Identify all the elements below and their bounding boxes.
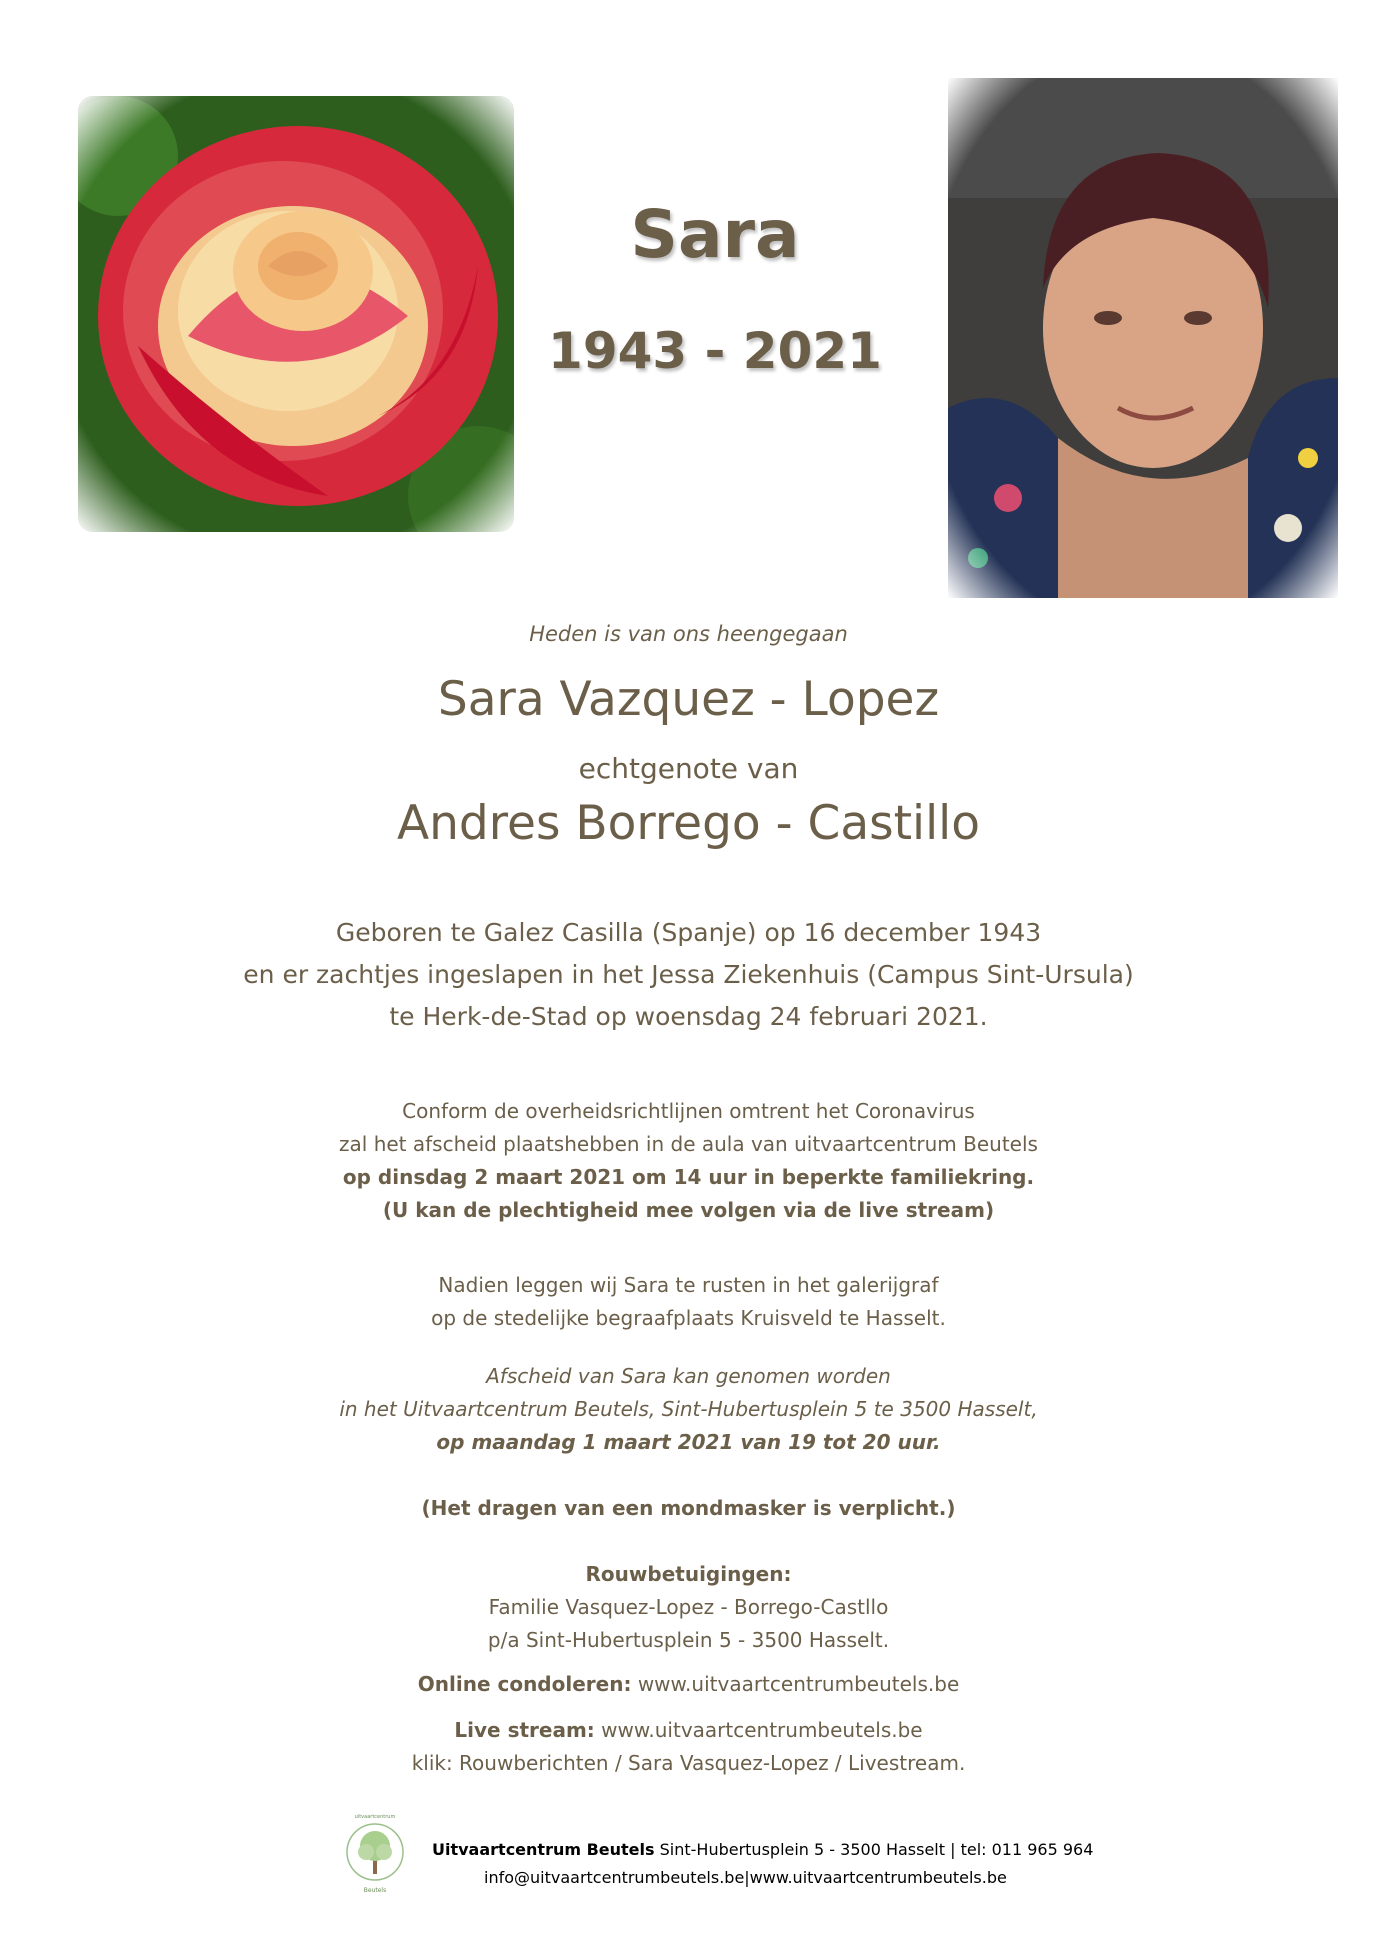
- intro-text: Heden is van ons heengegaan: [529, 622, 848, 646]
- funeral-line-2: zal het afscheid plaatshebben in de aula van uitvaartcentrum Beutels: [339, 1132, 1038, 1156]
- footer-address-line: [432, 1840, 1093, 1859]
- logo-bottom-text: Beutels: [363, 1887, 387, 1894]
- burial-block: [0, 1269, 1377, 1335]
- funeral-line-1: Conform de overheidsrichtlijnen omtrent het Coronavirus: [402, 1099, 975, 1123]
- live-stream-path: klik: Rouwberichten / Sara Vasquez-Lopez / Livestream.: [411, 1751, 966, 1775]
- online-condolences-link[interactable]: www.uitvaartcentrumbeutels.be: [637, 1672, 960, 1696]
- live-stream-label: Live stream:: [454, 1718, 595, 1742]
- live-stream-block: [0, 1714, 1377, 1780]
- beutels-logo: [344, 1810, 406, 1896]
- spouse-label: echtgenote van: [578, 752, 799, 785]
- condolences-address: p/a Sint-Hubertusplein 5 - 3500 Hasselt.: [487, 1628, 890, 1652]
- visitation-block: [0, 1360, 1377, 1459]
- rose-image: [78, 96, 514, 532]
- funeral-date-line: op dinsdag 2 maart 2021 om 14 uur in beperkte familiekring.: [342, 1165, 1035, 1189]
- condolences-block: [0, 1558, 1377, 1657]
- burial-line-1: Nadien leggen wij Sara te rusten in het galerijgraf: [438, 1273, 939, 1297]
- birth-death-block: [0, 912, 1377, 1038]
- header-first-name: Sara: [630, 196, 800, 273]
- footer-company: Uitvaartcentrum Beutels: [432, 1840, 655, 1859]
- visitation-line-2: in het Uitvaartcentrum Beutels, Sint-Hubertusplein 5 te 3500 Hasselt,: [339, 1397, 1038, 1421]
- online-label-prefix: Online: [417, 1672, 498, 1696]
- death-line: en er zachtjes ingeslapen in het Jessa Ziekenhuis (Campus Sint-Ursula): [243, 960, 1134, 989]
- spouse-name: Andres Borrego - Castillo: [396, 796, 980, 851]
- visitation-line-1: Afscheid van Sara kan genomen worden: [486, 1364, 891, 1388]
- funeral-block: [0, 1095, 1377, 1227]
- footer-address: Sint-Hubertusplein 5 - 3500 Hasselt | tel: 011 965 964: [654, 1840, 1094, 1859]
- logo-top-text: uitvaartcentrum: [354, 1814, 396, 1820]
- portrait-image: [948, 78, 1338, 598]
- funeral-stream-line: (U kan de plechtigheid mee volgen via de live stream): [382, 1198, 995, 1222]
- birth-line: Geboren te Galez Casilla (Spanje) op 16 december 1943: [335, 918, 1042, 947]
- burial-line-2: op de stedelijke begraafplaats Kruisveld te Hasselt.: [431, 1306, 946, 1330]
- header-years: 1943 - 2021: [548, 322, 882, 380]
- visitation-date-line: op maandag 1 maart 2021 van 19 tot 20 uur.: [436, 1430, 941, 1454]
- footer-contact[interactable]: info@uitvaartcentrumbeutels.be|www.uitvaartcentrumbeutels.be: [484, 1868, 1007, 1887]
- online-label: condoleren:: [497, 1672, 632, 1696]
- online-condolences-line: [0, 1668, 1377, 1701]
- mask-notice: (Het dragen van een mondmasker is verplicht.): [421, 1496, 956, 1520]
- condolences-family: Familie Vasquez-Lopez - Borrego-Castllo: [488, 1595, 889, 1619]
- death-place-line: te Herk-de-Stad op woensdag 24 februari 2021.: [389, 1002, 988, 1031]
- deceased-full-name: Sara Vazquez - Lopez: [437, 672, 940, 727]
- live-stream-link[interactable]: www.uitvaartcentrumbeutels.be: [601, 1718, 923, 1742]
- condolences-title: Rouwbetuigingen:: [585, 1562, 792, 1586]
